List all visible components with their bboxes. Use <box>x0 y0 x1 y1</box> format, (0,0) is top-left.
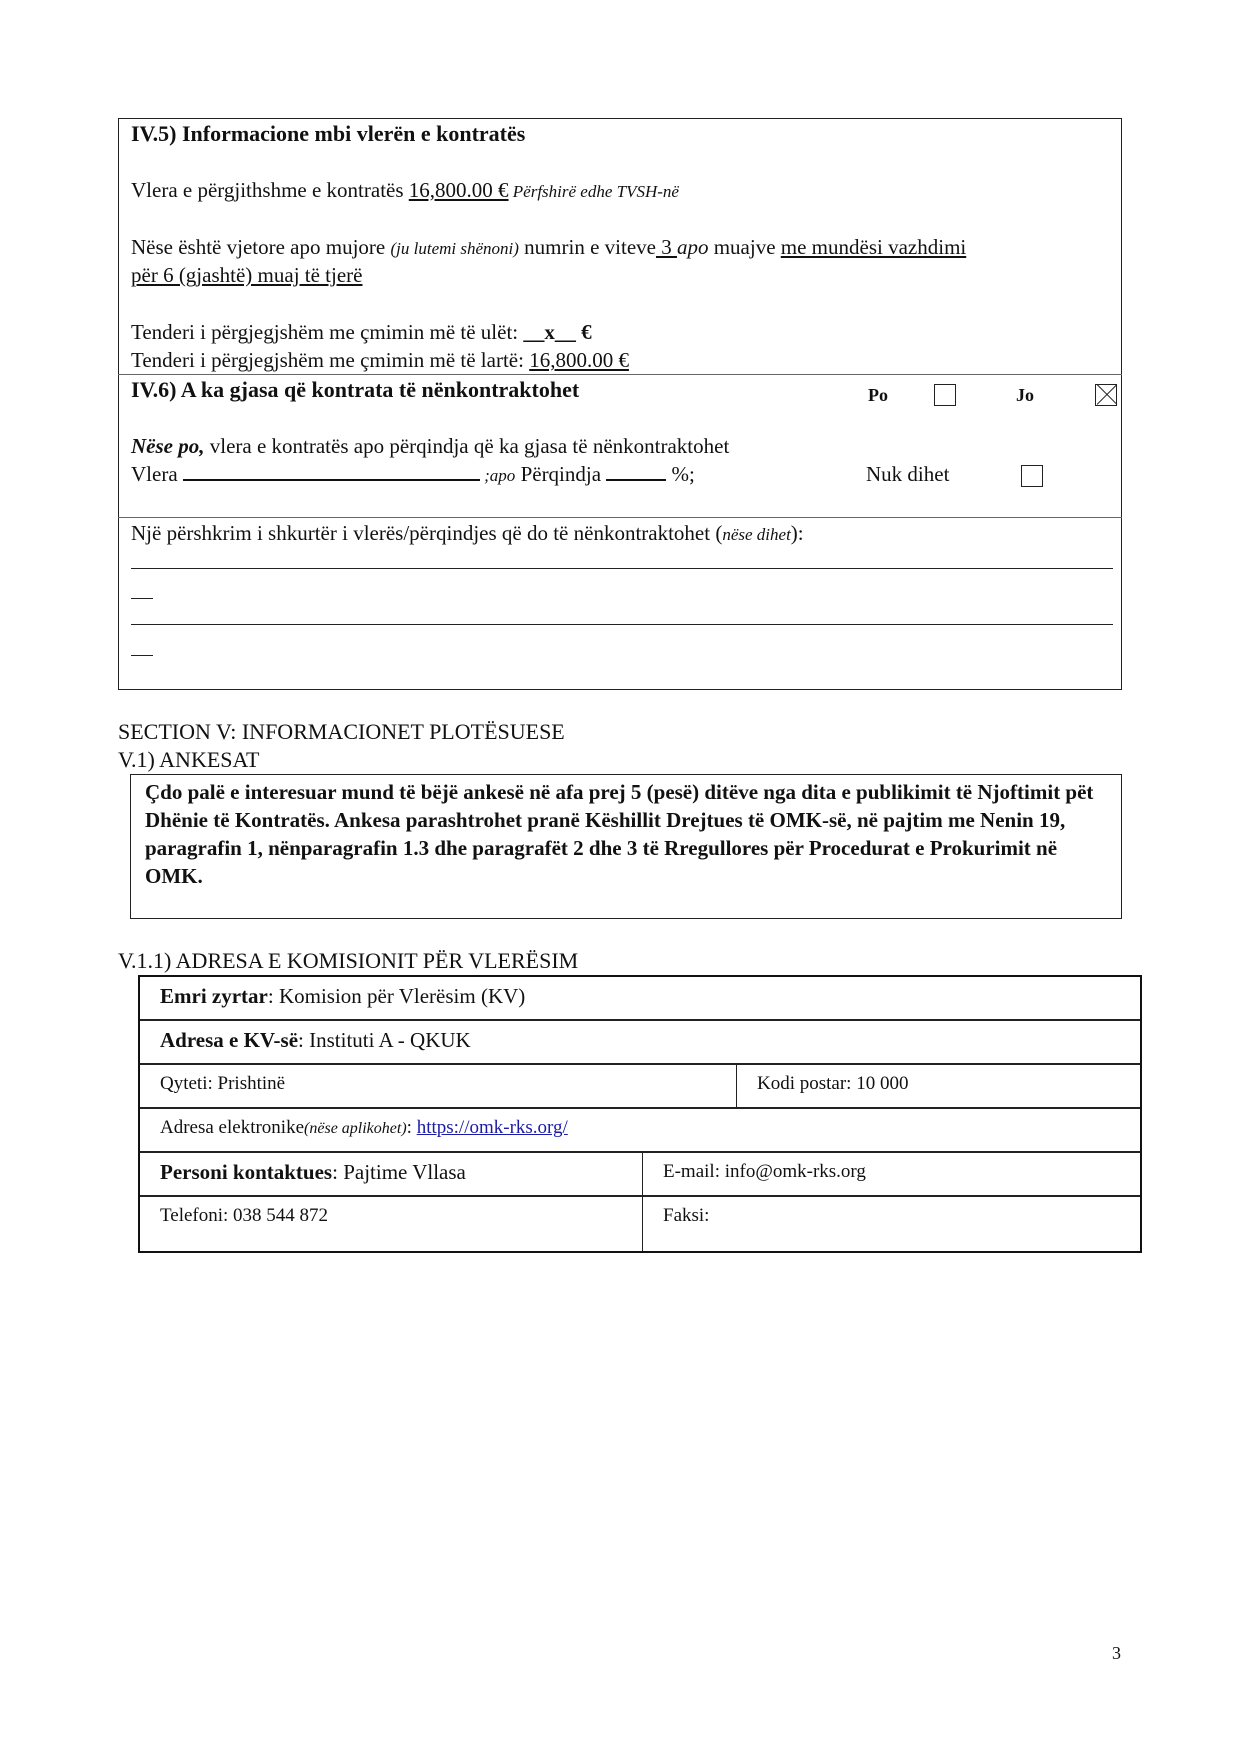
iv5-duration-label-b: numrin e viteve <box>518 235 656 259</box>
page-number: 3 <box>1112 1643 1121 1663</box>
iv5-total-value: 16,800.00 € <box>408 178 509 202</box>
address-label: Adresa e KV-së <box>160 1028 299 1052</box>
v11-title: V.1.1) ADRESA E KOMISIONIT PËR VLERËSIM <box>118 948 579 973</box>
iv5-highest-label: Tenderi i përgjegjshëm me çmimin më të lartë: <box>131 348 530 372</box>
iv6-desc-field-1[interactable] <box>131 568 1113 569</box>
iv6-value-line <box>131 461 695 489</box>
website-sep: : <box>406 1117 417 1138</box>
cell-contact <box>140 1153 642 1195</box>
iv6-value-label: Vlera <box>131 462 183 486</box>
iv6-percent-field[interactable] <box>606 461 666 481</box>
iv5-highest-value: 16,800.00 € <box>529 348 629 372</box>
iv6-desc-field-2-tail <box>131 655 153 656</box>
iv5-lowest-line <box>131 319 592 345</box>
iv5-total-label: Vlera e përgjithshme e kontratës <box>131 178 409 202</box>
iv6-desc-field-1-tail <box>131 598 153 599</box>
cell-address <box>140 1021 1140 1063</box>
iv6-unknown-checkbox[interactable] <box>1021 465 1043 487</box>
cell-official-name <box>140 977 1140 1019</box>
iv6-desc-line <box>131 520 804 548</box>
iv5-title: IV.5) Informacione mbi vlerën e kontratës <box>131 121 526 146</box>
official-name-label: Emri zyrtar <box>160 984 268 1008</box>
iv5-total-note: Përfshirë edhe TVSH-në <box>508 182 679 201</box>
iv6-value-field[interactable] <box>183 461 480 481</box>
iv6-if-yes-line <box>131 433 729 459</box>
iv6-yes-label: Po <box>868 385 888 405</box>
iv6-value-apo: ;apo <box>479 466 516 485</box>
website-label: Adresa elektronike <box>160 1117 305 1138</box>
iv5-duration-label: Nëse është vjetore apo mujore <box>131 235 391 259</box>
cell-fax: Faksi: <box>642 1197 1140 1251</box>
official-name-value: : Komision për Vlerësim (KV) <box>267 984 526 1008</box>
iv5-duration-note: (ju lutemi shënoni) <box>390 239 519 258</box>
iv6-percent-label: Përqindja <box>515 462 607 486</box>
row-website <box>140 1109 1140 1153</box>
iv5-duration-extension: me mundësi vazhdimi <box>780 235 967 259</box>
section-v-title: SECTION V: INFORMACIONET PLOTËSUESE <box>118 719 565 744</box>
iv5-duration-line <box>131 234 966 262</box>
cell-phone: Telefoni: 038 544 872 <box>160 1205 329 1226</box>
iv5-total-line <box>131 177 679 205</box>
iv5-iv6-divider <box>118 374 1122 375</box>
iv5-highest-line <box>131 347 629 373</box>
iv6-if-yes-bold: Nëse po, <box>131 434 205 458</box>
row-city <box>140 1065 1140 1109</box>
iv5-lowest-label: Tenderi i përgjegjshëm me çmimin më të ulët: <box>131 320 524 344</box>
iv6-no-label: Jo <box>1016 385 1034 405</box>
iv5-duration-extension-2: për 6 (gjashtë) muaj të tjerë <box>131 263 363 287</box>
website-link[interactable]: https://omk-rks.org/ <box>416 1117 568 1138</box>
iv6-desc-field-2[interactable] <box>131 624 1113 625</box>
contact-label: Personi kontaktues <box>160 1160 333 1184</box>
iv5-lowest-currency: € <box>575 320 592 344</box>
iv5-lowest-value: __x__ <box>523 320 576 344</box>
row-address <box>140 1021 1140 1065</box>
contact-value: : Pajtime Vllasa <box>332 1160 466 1184</box>
website-note: (nëse aplikohet) <box>304 1120 407 1137</box>
iv6-title: IV.6) A ka gjasa që kontrata të nënkontraktohet <box>131 377 580 402</box>
iv6-desc-label: Një përshkrim i shkurtër i vlerës/përqindjes që do të nënkontraktohet ( <box>131 521 723 545</box>
address-value: : Instituti A - QKUK <box>298 1028 471 1052</box>
row-contact <box>140 1153 1140 1197</box>
iv6-if-yes-text: vlera e kontratës apo përqindja që ka gjasa të nënkontraktohet <box>204 434 730 458</box>
v1-title: V.1) ANKESAT <box>118 747 260 772</box>
iv6-desc-note: nëse dihet <box>722 525 791 544</box>
iv6-percent-suffix: %; <box>666 462 695 486</box>
cell-postal-code: Kodi postar: 10 000 <box>736 1065 1140 1107</box>
iv5-duration-years: 3 <box>655 235 677 259</box>
address-table <box>138 975 1142 1253</box>
iv5-duration-label-c: muajve <box>708 235 781 259</box>
row-phone <box>140 1197 1140 1251</box>
cell-city: Qyteti: Prishtinë <box>160 1073 286 1094</box>
row-official-name <box>140 977 1140 1021</box>
iv6-desc-end: ): <box>790 521 804 545</box>
iv6-no-checkbox[interactable] <box>1095 384 1117 406</box>
iv6-unknown-label: Nuk dihet <box>866 462 950 486</box>
iv6-desc-divider <box>118 517 1122 518</box>
v1-text: Çdo palë e interesuar mund të bëjë ankesë në afa prej 5 (pesë) ditëve nga dita e publikimit të Njoftimit pët Dhënie të Kontratës. Ankesa parashtrohet pranë Këshillit Drejtues të OMK-së, në pajtim me Nenin 19, paragrafin 1, nënparagrafin 1.3 dhe paragrafët 2 dhe 3 të Rregullores për Procedurat e Prokurimit në OMK. <box>145 780 1094 888</box>
v1-box <box>130 774 1122 919</box>
iv6-yes-checkbox[interactable] <box>934 384 956 406</box>
iv5-duration-apo: apo <box>676 235 709 259</box>
cell-website <box>140 1109 1140 1151</box>
cell-email: E-mail: info@omk-rks.org <box>642 1153 1140 1195</box>
